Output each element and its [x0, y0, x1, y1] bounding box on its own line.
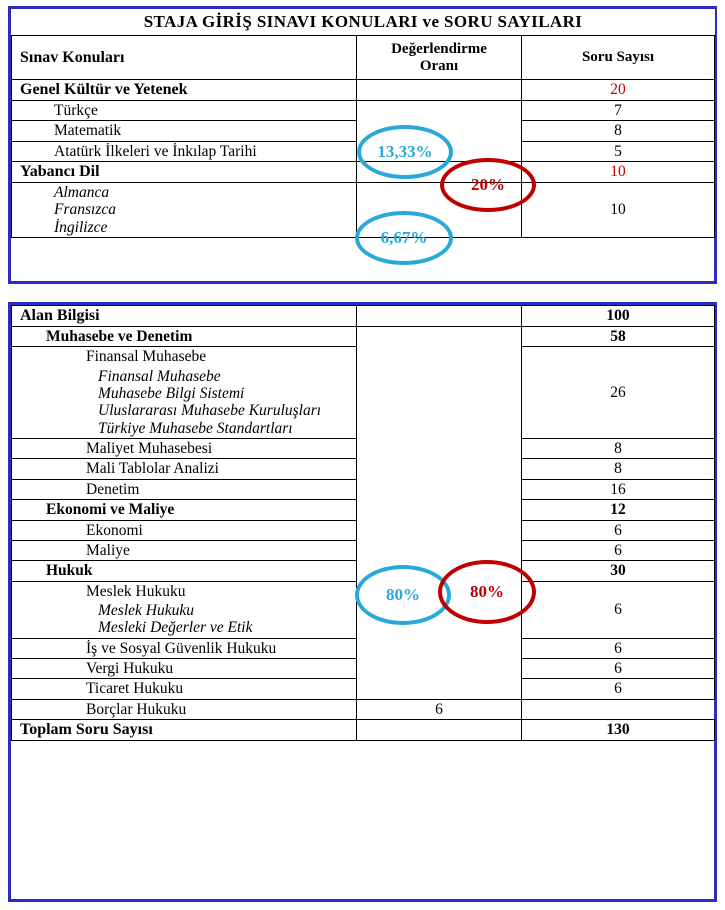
count-vergi-hukuku: 6	[522, 659, 715, 679]
sub-turkiye-muhasebe-standartlari: Türkiye Muhasebe Standartları	[98, 419, 293, 437]
item-denetim: Denetim	[12, 479, 357, 499]
header-count: Soru Sayısı	[522, 36, 715, 80]
sub-meslek-hukuku: Meslek Hukuku	[98, 601, 194, 619]
item-ticaret-hukuku: Ticaret Hukuku	[12, 679, 357, 699]
count-maliyet-muhasebesi: 8	[522, 439, 715, 459]
page-title: STAJA GİRİŞ SINAVI KONULARI ve SORU SAYILARI	[12, 9, 715, 36]
count-muhasebe-ve-denetim: 58	[522, 326, 715, 346]
rate-cell-empty	[357, 80, 522, 101]
count-ticaret-hukuku: 6	[522, 679, 715, 699]
section-yabanci-dil: Yabancı Dil	[12, 162, 357, 183]
top-table-frame	[8, 6, 717, 284]
sub-muhasebe-bilgi-sistemi: Muhasebe Bilgi Sistemi	[98, 384, 245, 402]
group-muhasebe-ve-denetim: Muhasebe ve Denetim	[12, 326, 357, 346]
count-meslek-hukuku: 6	[522, 581, 715, 638]
count-maliye: 6	[522, 540, 715, 560]
section-alan-bilgisi: Alan Bilgisi	[12, 306, 357, 327]
bottom-table	[11, 305, 715, 741]
table-row	[12, 720, 715, 741]
rate-cell-big	[357, 326, 522, 699]
count-is-ve-sosyal-guvenlik-hukuku: 6	[522, 638, 715, 658]
table-row	[12, 306, 715, 327]
row-matematik: Matematik	[12, 121, 357, 141]
table-row	[12, 182, 715, 237]
table-row	[12, 699, 715, 719]
count-mali-tablolar-analizi: 8	[522, 459, 715, 479]
group-ekonomi-ve-maliye: Ekonomi ve Maliye	[12, 500, 357, 520]
meslek-hukuku-sublist	[12, 601, 357, 638]
item-maliyet-muhasebesi: Maliyet Muhasebesi	[12, 439, 357, 459]
top-table	[11, 9, 715, 238]
item-maliye: Maliye	[12, 540, 357, 560]
sub-mesleki-degerler-ve-etik: Mesleki Değerler ve Etik	[98, 619, 253, 637]
annotation-ellipse-6-67: 6,67%	[355, 211, 453, 265]
item-is-ve-sosyal-guvenlik-hukuku: İş ve Sosyal Güvenlik Hukuku	[12, 638, 357, 658]
rate-cell-empty-2	[357, 162, 522, 183]
header-rate-line1: Değerlendirme	[391, 41, 487, 58]
annotation-ellipse-80-blue: 80%	[355, 565, 451, 625]
row-turkce: Türkçe	[12, 100, 357, 120]
rate-cell-genel-kultur	[357, 100, 522, 161]
item-borclar-hukuku: Borçlar Hukuku	[12, 699, 357, 719]
count-genel-kultur: 20	[522, 80, 715, 101]
table-title-row	[12, 9, 715, 36]
row-fransizca: Fransızca	[54, 201, 116, 219]
table-row	[12, 100, 715, 120]
header-subject: Sınav Konuları	[12, 36, 357, 80]
count-finansal-muhasebe: 26	[522, 347, 715, 439]
table-row	[12, 80, 715, 101]
item-ekonomi: Ekonomi	[12, 520, 357, 540]
table-row	[12, 162, 715, 183]
annotation-ellipse-13-33: 13,33%	[357, 125, 453, 179]
header-rate	[357, 36, 522, 80]
annotation-ellipse-80-red: 80%	[438, 560, 536, 624]
sub-finansal-muhasebe: Finansal Muhasebe	[98, 367, 221, 385]
rate-cell-total	[357, 720, 522, 741]
row-ingilizce: İngilizce	[54, 218, 108, 236]
table-header-row	[12, 36, 715, 80]
row-almanca: Almanca	[54, 183, 110, 201]
count-yabanci-dil-group: 10	[522, 182, 715, 237]
count-alan-bilgisi: 100	[522, 306, 715, 327]
count-toplam: 130	[522, 720, 715, 741]
count-turkce: 7	[522, 100, 715, 120]
row-toplam-soru-sayisi: Toplam Soru Sayısı	[12, 720, 357, 741]
count-yabanci-dil: 10	[522, 162, 715, 183]
count-matematik: 8	[522, 121, 715, 141]
row-ataturk-ilkeleri: Atatürk İlkeleri ve İnkılap Tarihi	[12, 141, 357, 161]
count-ataturk-ilkeleri: 5	[522, 141, 715, 161]
item-finansal-muhasebe: Finansal Muhasebe	[12, 347, 357, 367]
item-vergi-hukuku: Vergi Hukuku	[12, 659, 357, 679]
item-meslek-hukuku: Meslek Hukuku	[12, 581, 357, 601]
header-rate-line2: Oranı	[419, 57, 459, 74]
bottom-table-frame	[8, 302, 717, 902]
rate-cell-alan-bilgisi	[357, 306, 522, 327]
count-ekonomi-ve-maliye: 12	[522, 500, 715, 520]
group-hukuk: Hukuk	[12, 561, 357, 581]
count-hukuk: 30	[522, 561, 715, 581]
section-genel-kultur: Genel Kültür ve Yetenek	[12, 80, 357, 101]
count-borclar-hukuku: 6	[357, 699, 522, 719]
finansal-muhasebe-sublist	[12, 367, 357, 439]
count-denetim: 16	[522, 479, 715, 499]
language-list-cell	[12, 182, 357, 237]
count-ekonomi: 6	[522, 520, 715, 540]
table-row	[12, 326, 715, 346]
annotation-ellipse-20: 20%	[440, 158, 536, 212]
sub-uluslararasi-muhasebe-kuruluslari: Uluslararası Muhasebe Kuruluşları	[98, 402, 322, 420]
item-mali-tablolar-analizi: Mali Tablolar Analizi	[12, 459, 357, 479]
rate-cell-yabanci-dil	[357, 182, 522, 237]
